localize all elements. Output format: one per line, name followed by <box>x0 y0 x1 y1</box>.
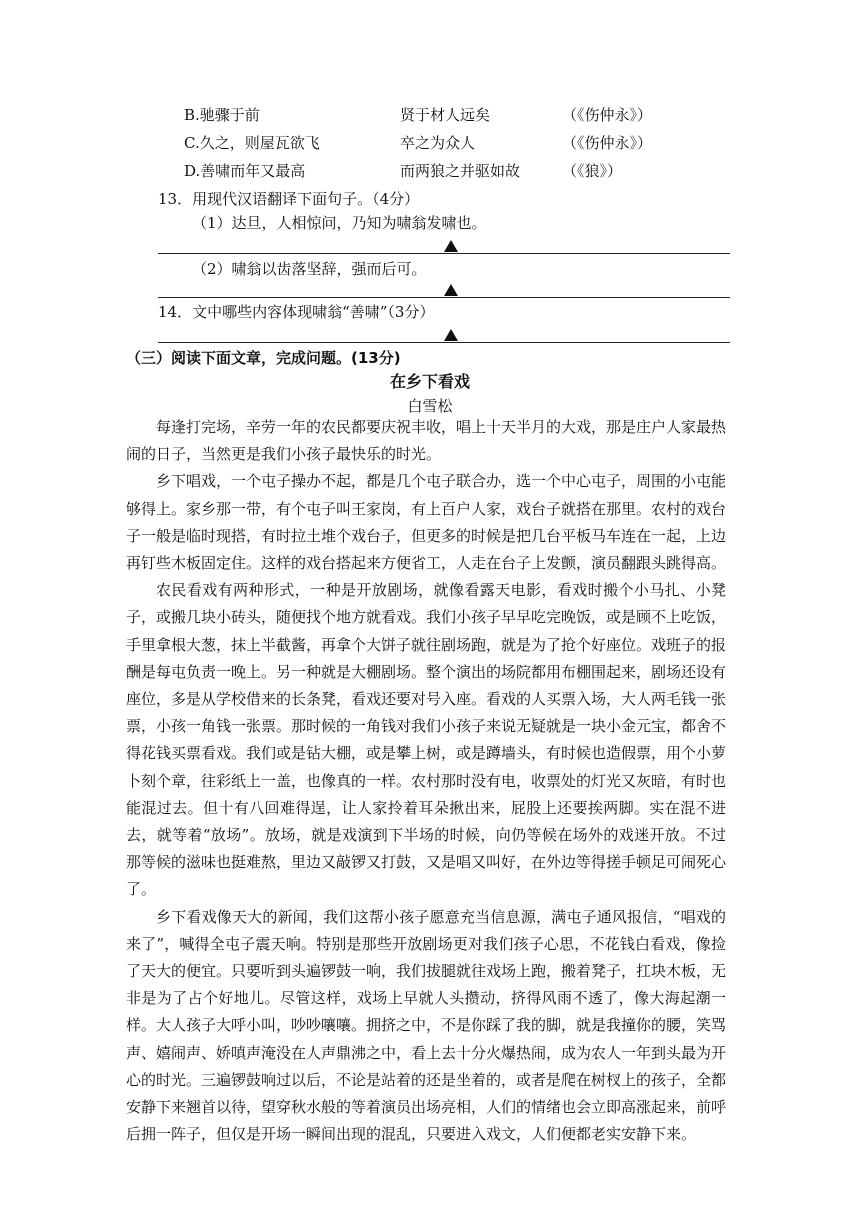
article-paragraph: 每逢打完场，辛劳一年的农民都要庆祝丰收，唱上十天半月的大戏，那是庄户人家最热闹的日子，当然更是我们小孩子最快乐的时光。 <box>126 418 727 464</box>
question-14: 14．文中哪些内容体现啸翁“善啸”（3分） <box>158 303 435 321</box>
option-c-mid: 卒之为众人 <box>400 134 476 152</box>
answer-marker-icon <box>444 240 458 252</box>
option-d-source: （《狼》） <box>562 162 623 180</box>
question-13: 13．用现代汉语翻译下面句子。（4分） <box>158 190 420 208</box>
section-heading: （三）阅读下面文章，完成问题。(13分) <box>126 349 401 367</box>
article-body <box>126 414 726 1148</box>
article-paragraph: 乡下唱戏，一个屯子操办不起，都是几个屯子联合办，选一个中心屯子，周围的小屯能够得上。家乡那一带，有个屯子叫王家岗，有上百户人家，戏台子就搭在那里。农村的戏台子一般是临时现搭，有时拉土堆个戏台子，但更多的时候是把几台平板马车连在一起，上边再钉些木板固定住。这样的戏台搭起来方便省工，人走在台子上发颤，演员翻跟头跳得高。 <box>126 472 727 573</box>
answer-marker-icon <box>444 284 458 296</box>
answer-marker-icon <box>444 329 458 341</box>
option-b-source: （《伤仲永》） <box>562 106 653 124</box>
answer-line-2[interactable] <box>158 297 730 298</box>
option-d-label: D.善啸而年又最高 <box>184 162 306 180</box>
answer-line-3[interactable] <box>158 342 730 343</box>
answer-line-1[interactable] <box>158 253 730 254</box>
article-title: 在乡下看戏 <box>389 372 470 391</box>
option-c-label: C.久之，则屋瓦欲飞 <box>184 134 320 152</box>
article-paragraph: 农民看戏有两种形式，一种是开放剧场，就像看露天电影，看戏时搬个小马扎、小凳子，或搬几块小砖头，随便找个地方就看戏。我们小孩子早早吃完晚饭，或是顾不上吃饭，手里拿根大葱，抹上半截酱，再拿个大饼子就往剧场跑，就是为了抢个好座位。戏班子的报酬是每屯负责一晚上。另一种就是大棚剧场。整个演出的场院都用布棚围起来，剧场还设有座位，多是从学校借来的长条凳，看戏还要对号入座。看戏的人买票入场，大人两毛钱一张票，小孩一角钱一张票。那时候的一角钱对我们小孩子来说无疑就是一块小金元宝，都舍不得花钱买票看戏。我们或是钻大棚，或是攀上树，或是蹲墙头，有时候也造假票，用个小萝卜刻个章，往彩纸上一盖，也像真的一样。农村那时没有电，收票处的灯光又灰暗，有时也能混过去。但十有八回难得逞，让人家拎着耳朵揪出来，屁股上还要挨两脚。实在混不进去，就等着“放场”。放场，就是戏演到下半场的时候，向仍等候在场外的戏迷开放。不过那等候的滋味也挺难熬，里边又敲锣又打鼓，又是唱又叫好，在外边等得搓手顿足可闹死心了。 <box>126 581 727 899</box>
article-author: 白雪松 <box>407 397 453 415</box>
option-d-mid: 而两狼之并驱如故 <box>400 162 521 180</box>
option-b-label: B.驰骤于前 <box>184 106 260 124</box>
question-13-sentence-2: （2）啸翁以齿落坚辞，强而后可。 <box>192 260 427 278</box>
option-c-source: （《伤仲永》） <box>562 134 653 152</box>
article-paragraph: 乡下看戏像天大的新闻，我们这帮小孩子愿意充当信息源，满屯子通风报信，“唱戏的来了”，喊得全屯子震天响。特别是那些开放剧场更对我们孩子心思，不花钱白看戏，像捡了天大的便宜。只要听到头遍锣鼓一响，我们拔腿就往戏场上跑，搬着凳子，扛块木板，无非是为了占个好地儿。尽管这样，戏场上早就人头攒动，挤得风雨不透了，像大海起潮一样。大人孩子大呼小叫，吵吵嚷嚷。拥挤之中，不是你踩了我的脚，就是我撞你的腰，笑骂声、嬉闹声、娇嗔声淹没在人声鼎沸之中，看上去十分火爆热闹，成为农人一年到头最为开心的时光。三遍锣鼓响过以后，不论是站着的还是坐着的，或者是爬在树杈上的孩子，全都安静下来翘首以待，望穿秋水般的等着演员出场亮相，人们的情绪也会立即高涨起来，前呼后拥一阵子，但仅是开场一瞬间出现的混乱，只要进入戏文，人们便都老实安静下来。 <box>126 907 727 1144</box>
option-b-mid: 贤于材人远矣 <box>400 106 491 124</box>
question-13-sentence-1: （1）达旦，人相惊问，乃知为啸翁发啸也。 <box>192 214 487 232</box>
